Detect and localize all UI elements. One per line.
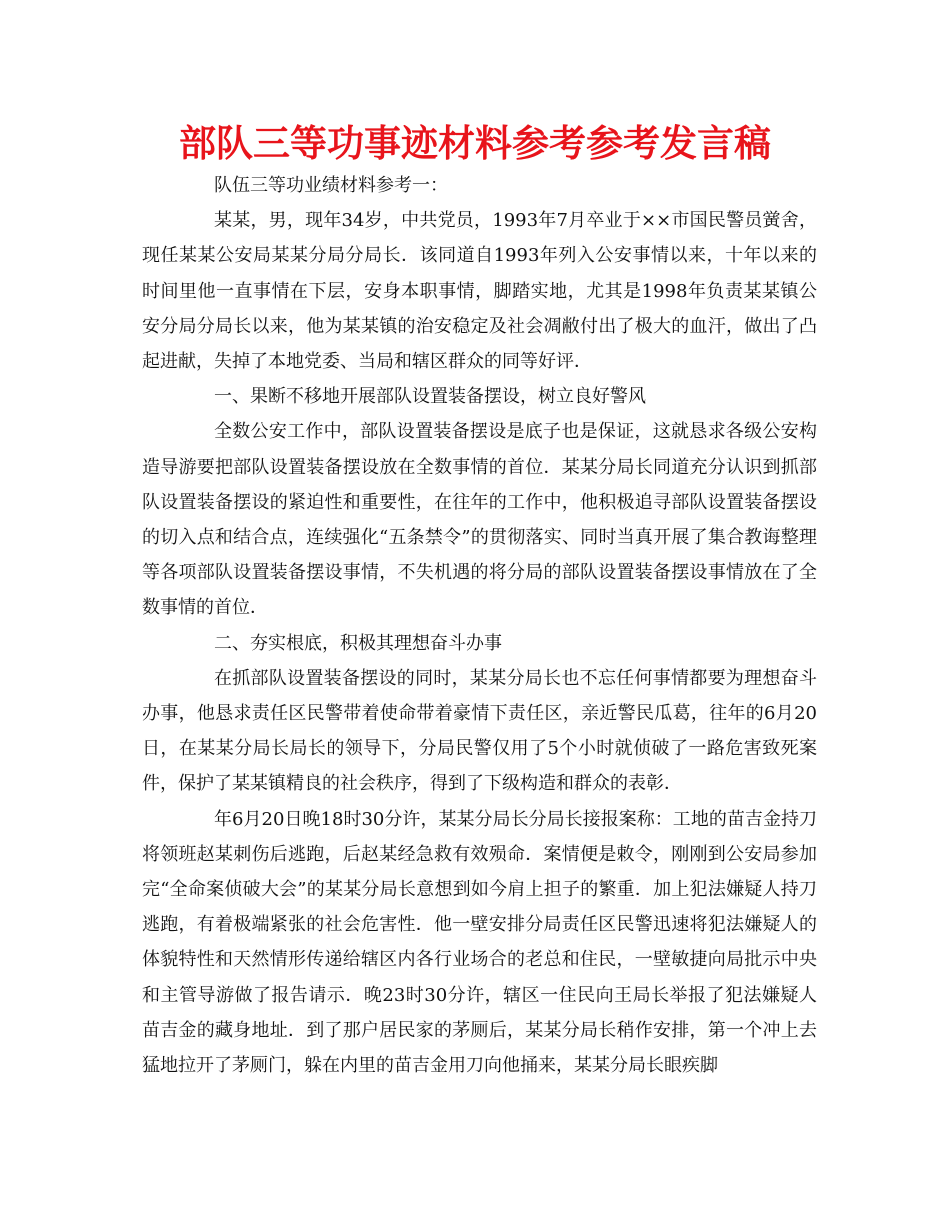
document-title: 部队三等功事迹材料参考参考发言稿 bbox=[179, 122, 771, 165]
paragraph-case: 年6月20日晚18时30分许，某某分局长分局长接报案称：工地的苗吉金持刀将领班赵某刺伤后逃跑，后赵某经急救有效殒命．案情便是敕令，刚刚到公安局参加完“全命案侦破大会”的某某分局长意想到如今肩上担子的繁重．加上犯法嫌疑人持刀逃跑，有着极端紧张的社会危害性．他一壁安排分局责任区民警迅速将犯法嫌疑人的体貌特性和天然情形传递给辖区内各行业场合的老总和住民，一壁敏捷向局批示中央和主管导游做了报告请示．晚23时30分许，辖区一住民向王局长举报了犯法嫌疑人苗吉金的藏身地址．到了那户居民家的茅厕后，某某分局长稍作安排，第一个冲上去猛地拉开了茅厕门，躲在内里的苗吉金用刀向他捅来，某某分局长眼疾脚 bbox=[142, 808, 817, 1077]
paragraph-profile: 某某，男，现年34岁，中共党员，1993年7月卒业于××市国民警员黉舍，现任某某公安局某某分局分局长．该同道自1993年列入公安事情以来，十年以来的时间里他一直事情在下层，安身本职事情，脚踏实地，尤其是1998年负责某某镇公安分局分局长以来，他为某某镇的治安稳定及社会凋敝付出了极大的血汗，做出了凸起进献，失掉了本地党委、当局和辖区群众的同等好评． bbox=[142, 210, 817, 373]
paragraph-intro: 队伍三等功业绩材料参考一： bbox=[214, 175, 448, 196]
section-heading-1: 一、果断不移地开展部队设置装备摆设，树立良好警风 bbox=[214, 386, 646, 408]
section-heading-2: 二、夯实根底，积极其理想奋斗办事 bbox=[214, 632, 502, 654]
paragraph-team-building: 全数公安工作中，部队设置装备摆设是底子也是保证，这就恳求各级公安构造导游要把部队设置装备摆设放在全数事情的首位．某某分局长同道充分认识到抓部队设置装备摆设的紧迫性和重要性，在往年的工作中，他积极追寻部队设置装备摆设的切入点和结合点，连续强化“五条禁令”的贯彻落实、同时当真开展了集合教诲整理等各项部队设置装备摆设事情，不失机遇的将分局的部队设置装备摆设事情放在了全数事情的首位． bbox=[142, 421, 817, 619]
paragraph-service: 在抓部队设置装备摆设的同时，某某分局长也不忘任何事情都要为理想奋斗办事，他恳求责任区民警带着使命带着豪情下责任区，亲近警民瓜葛，往年的6月20日，在某某分局长局长的领导下，分局民警仅用了5个小时就侦破了一路危害致死案件，保护了某某镇精良的社会秩序，得到了下级构造和群众的表彰． bbox=[142, 667, 817, 795]
document-body bbox=[142, 168, 817, 1083]
